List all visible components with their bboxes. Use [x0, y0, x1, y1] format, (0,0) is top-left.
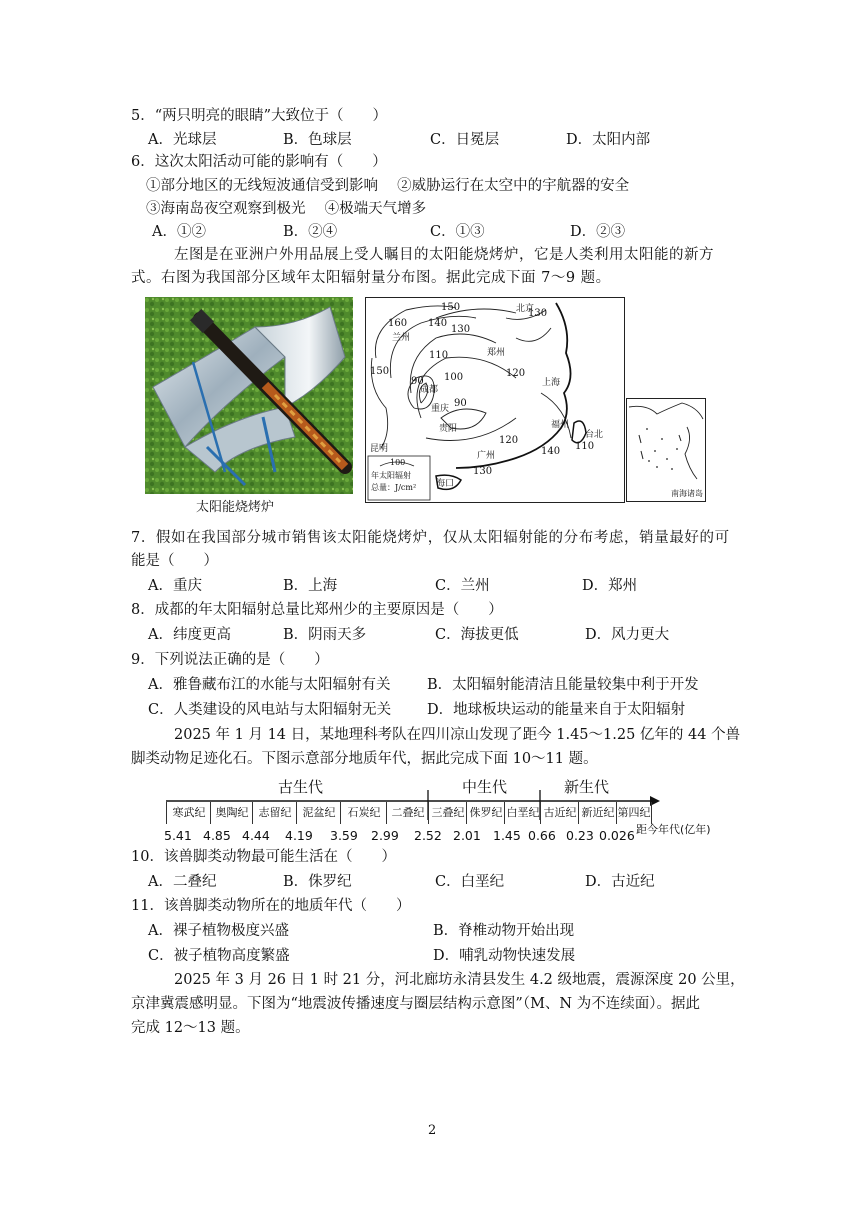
- q8-option-c[interactable]: C．海拔更低: [435, 627, 519, 643]
- q11-option-b[interactable]: B．脊椎动物开始出现: [433, 923, 575, 939]
- map-legend-text: 年太阳辐射: [371, 471, 411, 480]
- map-contour-label: 120: [499, 435, 519, 446]
- intro-10-11-line-2: 脚类动物足迹化石。下图示意部分地质年代，据此完成下面 10～11 题。: [131, 751, 598, 767]
- q11-option-a[interactable]: A．裸子植物极度兴盛: [148, 923, 289, 939]
- map-city-label: 上海: [542, 378, 561, 388]
- q6-option-a[interactable]: A．①②: [152, 224, 206, 240]
- period-neogene: 新近纪: [578, 802, 617, 824]
- map-city-label: 昆明: [370, 444, 389, 454]
- period-cambrian: 寒武纪: [166, 802, 211, 824]
- map-city-label: 广州: [477, 451, 496, 461]
- period-triassic: 三叠纪: [428, 802, 467, 824]
- map-city-label: 台北: [585, 430, 604, 440]
- map-city-label: 郑州: [487, 348, 506, 358]
- map-city-label: 北京: [516, 304, 535, 314]
- map-contour-label: 140: [428, 318, 448, 329]
- map-city-label: 成都: [420, 385, 439, 395]
- q9-option-c[interactable]: C．人类建设的风电站与太阳辐射无关: [148, 702, 392, 718]
- map-contour-label: 160: [388, 318, 408, 329]
- page-number: 2: [428, 1123, 437, 1138]
- q5-option-c[interactable]: C．日冕层: [430, 132, 500, 148]
- age-label: 1.45: [493, 828, 521, 843]
- intro-12-13-line-3: 完成 12～13 题。: [131, 1020, 250, 1036]
- q6-items-2: ③海南岛夜空观察到极光 ④极端天气增多: [146, 201, 427, 217]
- q9-option-d[interactable]: D．地球板块运动的能量来自于太阳辐射: [427, 702, 686, 718]
- q10-stem: 10．该兽脚类动物最可能生活在（ ）: [131, 849, 396, 865]
- q10-option-a[interactable]: A．二叠纪: [148, 874, 217, 890]
- map-contour-label: 100: [444, 372, 464, 383]
- map-city-label: 重庆: [431, 404, 450, 414]
- q6-option-b[interactable]: B．②④: [283, 224, 338, 240]
- age-label: 0.66: [528, 828, 556, 843]
- era-label-cenozoic: 新生代: [564, 778, 610, 796]
- age-label: 4.44: [242, 828, 270, 843]
- q7-option-a[interactable]: A．重庆: [148, 578, 202, 594]
- photo-caption: 太阳能烧烤炉: [196, 500, 275, 515]
- period-quaternary: 第四纪: [616, 802, 652, 824]
- map-contour-label: 130: [451, 324, 471, 335]
- q8-option-a[interactable]: A．纬度更高: [148, 627, 231, 643]
- age-label: 0.23: [566, 828, 594, 843]
- period-silurian: 志留纪: [252, 802, 297, 824]
- intro-7-9-line-1: 左图是在亚洲户外用品展上受人瞩目的太阳能烧烤炉，它是人类利用太阳能的新方: [174, 247, 714, 263]
- intro-12-13-line-2: 京津冀震感明显。下图为“地震波传播速度与圈层结构示意图”（M、N 为不连续面）。据此: [131, 996, 700, 1012]
- q9-option-a[interactable]: A．雅鲁藏布江的水能与太阳辐射有关: [148, 677, 391, 693]
- period-jurassic: 侏罗纪: [466, 802, 505, 824]
- q11-stem: 11．该兽脚类动物所在的地质年代（ ）: [131, 898, 411, 914]
- period-carboniferous: 石炭纪: [340, 802, 387, 824]
- period-devonian: 泥盆纪: [296, 802, 341, 824]
- period-paleogene: 古近纪: [540, 802, 579, 824]
- map-contour-label: 120: [506, 368, 526, 379]
- age-label: 2.99: [371, 828, 399, 843]
- q7-option-d[interactable]: D．郑州: [582, 578, 638, 594]
- map-contour-label: 130: [528, 308, 548, 319]
- map-city-label: 兰州: [392, 333, 411, 343]
- q6-stem: 6．这次太阳活动可能的影响有（ ）: [131, 154, 387, 170]
- map-city-label: 福州: [551, 420, 570, 430]
- south-sea-islands-inset: [626, 398, 706, 502]
- map-contour-label: 130: [473, 466, 493, 477]
- q7-option-c[interactable]: C．兰州: [435, 578, 490, 594]
- period-cretaceous: 白垩纪: [504, 802, 541, 824]
- period-ordovician: 奥陶纪: [210, 802, 253, 824]
- q6-items-1: ①部分地区的无线短波通信受到影响 ②威胁运行在太空中的宇航器的安全: [146, 178, 630, 194]
- solar-radiation-map: [365, 297, 625, 503]
- q9-stem: 9．下列说法正确的是（ ）: [131, 652, 329, 668]
- q10-option-c[interactable]: C．白垩纪: [435, 874, 505, 890]
- q6-option-d[interactable]: D．②③: [570, 224, 626, 240]
- timeline-axis-label: 距今年代(亿年): [636, 823, 711, 836]
- map-legend-unit: 总量：J/cm²: [371, 483, 417, 492]
- q8-stem: 8．成都的年太阳辐射总量比郑州少的主要原因是（ ）: [131, 602, 503, 618]
- q11-option-c[interactable]: C．被子植物高度繁盛: [148, 948, 290, 964]
- period-permian: 二叠纪: [386, 802, 429, 824]
- map-contour-label: 90: [454, 398, 467, 409]
- age-label: 2.52: [414, 828, 442, 843]
- q5-option-d[interactable]: D．太阳内部: [566, 132, 651, 148]
- map-city-label: 贵阳: [439, 424, 458, 434]
- inset-label: 南海诸岛: [671, 489, 703, 498]
- q11-option-d[interactable]: D．哺乳动物快速发展: [433, 948, 576, 964]
- age-label: 3.59: [330, 828, 358, 843]
- age-label: 4.85: [203, 828, 231, 843]
- map-legend-value: 100: [390, 458, 406, 467]
- intro-10-11-line-1: 2025 年 1 月 14 日，某地理科考队在四川凉山发现了距今 1.45～1.25 亿年的 44 个兽: [174, 727, 741, 743]
- map-contour-label: 90: [411, 376, 424, 387]
- q6-option-c[interactable]: C．①③: [430, 224, 485, 240]
- era-label-paleozoic: 古生代: [278, 778, 324, 796]
- q7-option-b[interactable]: B．上海: [283, 578, 338, 594]
- age-label: 5.41: [164, 828, 192, 843]
- q5-stem: 5．“两只明亮的眼睛”大致位于（ ）: [131, 108, 388, 124]
- q8-option-d[interactable]: D．风力更大: [585, 627, 670, 643]
- map-city-label: 海口: [436, 479, 455, 489]
- q10-option-b[interactable]: B．侏罗纪: [283, 874, 352, 890]
- map-contour-label: 150: [441, 302, 461, 313]
- age-label: 0.026: [599, 828, 635, 843]
- q5-option-a[interactable]: A．光球层: [148, 132, 217, 148]
- q5-option-b[interactable]: B．色球层: [283, 132, 352, 148]
- age-label: 2.01: [453, 828, 481, 843]
- q10-option-d[interactable]: D．古近纪: [585, 874, 655, 890]
- q7-stem-line-2: 能是（ ）: [131, 553, 218, 569]
- map-contour-label: 110: [575, 441, 595, 452]
- map-contour-label: 150: [370, 366, 390, 377]
- age-label: 4.19: [285, 828, 313, 843]
- intro-12-13-line-1: 2025 年 3 月 26 日 1 时 21 分，河北廊坊永清县发生 4.2 级地震，震源深度 20 公里，: [174, 972, 745, 988]
- q9-option-b[interactable]: B．太阳辐射能清洁且能量较集中利于开发: [427, 677, 699, 693]
- intro-7-9-line-2: 式。右图为我国部分区域年太阳辐射量分布图。据此完成下面 7～9 题。: [131, 270, 611, 286]
- q8-option-b[interactable]: B．阴雨天多: [283, 627, 367, 643]
- solar-cooker-photo: [145, 297, 353, 494]
- map-contour-label: 110: [429, 350, 449, 361]
- era-label-mesozoic: 中生代: [462, 778, 508, 796]
- map-contour-label: 140: [541, 446, 561, 457]
- q7-stem-line-1: 7．假如在我国部分城市销售该太阳能烧烤炉，仅从太阳辐射能的分布考虑，销量最好的可: [131, 530, 730, 546]
